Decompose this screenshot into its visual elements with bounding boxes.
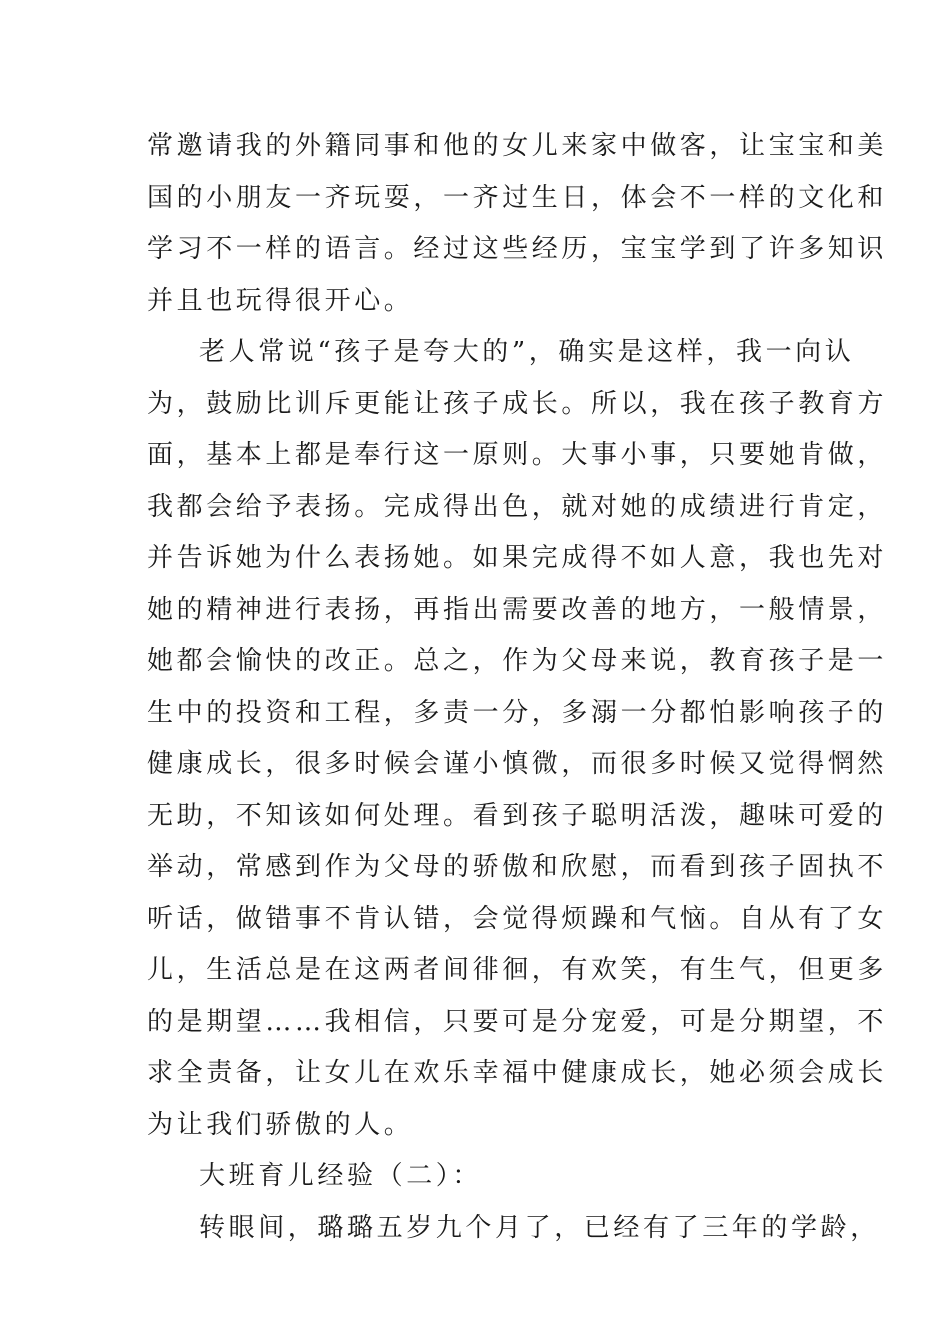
text-line: 她的精神进行表扬，再指出需要改善的地方，一般情景， [147, 594, 888, 625]
text-line: 为，鼓励比训斥更能让孩子成长。所以，我在孩子教育方 [147, 388, 888, 419]
text-line: 老人常说“孩子是夸大的”，确实是这样，我一向认 [199, 337, 855, 367]
text-line: 举动，常感到作为父母的骄傲和欣慰，而看到孩子固执不 [147, 852, 888, 882]
section-heading: 大班育儿经验（二）： [199, 1161, 483, 1191]
text-line: 学习不一样的语言。经过这些经历，宝宝学到了许多知识 [147, 234, 888, 264]
text-line: 生中的投资和工程，多责一分，多溺一分都怕影响孩子的 [147, 697, 888, 728]
text-line: 我都会给予表扬。完成得出色，就对她的成绩进行肯定， [147, 491, 888, 522]
text-line: 并且也玩得很开心。 [147, 285, 414, 316]
text-line: 并告诉她为什么表扬她。如果完成得不如人意，我也先对 [147, 543, 888, 573]
text-line: 常邀请我的外籍同事和他的女儿来家中做客，让宝宝和美 [147, 131, 888, 161]
text-line: 面，基本上都是奉行这一原则。大事小事，只要她肯做， [147, 440, 888, 470]
text-line: 听话，做错事不肯认错，会觉得烦躁和气恼。自从有了女 [147, 903, 888, 934]
text-line: 转眼间，璐璐五岁九个月了，已经有了三年的学龄， [199, 1212, 880, 1243]
text-line: 为让我们骄傲的人。 [147, 1109, 414, 1140]
text-line: 的是期望……我相信，只要可是分宠爱，可是分期望，不 [147, 1006, 888, 1037]
text-line: 健康成长，很多时候会谨小慎微，而很多时候又觉得惘然 [147, 749, 888, 779]
text-line: 求全责备，让女儿在欢乐幸福中健康成长，她必须会成长 [147, 1058, 888, 1088]
text-line: 国的小朋友一齐玩耍，一齐过生日，体会不一样的文化和 [147, 182, 888, 213]
text-line: 她都会愉快的改正。总之，作为父母来说，教育孩子是一 [147, 646, 888, 676]
text-line: 无助，不知该如何处理。看到孩子聪明活泼，趣味可爱的 [147, 800, 888, 831]
text-line: 儿，生活总是在这两者间徘徊，有欢笑，有生气，但更多 [147, 955, 888, 985]
